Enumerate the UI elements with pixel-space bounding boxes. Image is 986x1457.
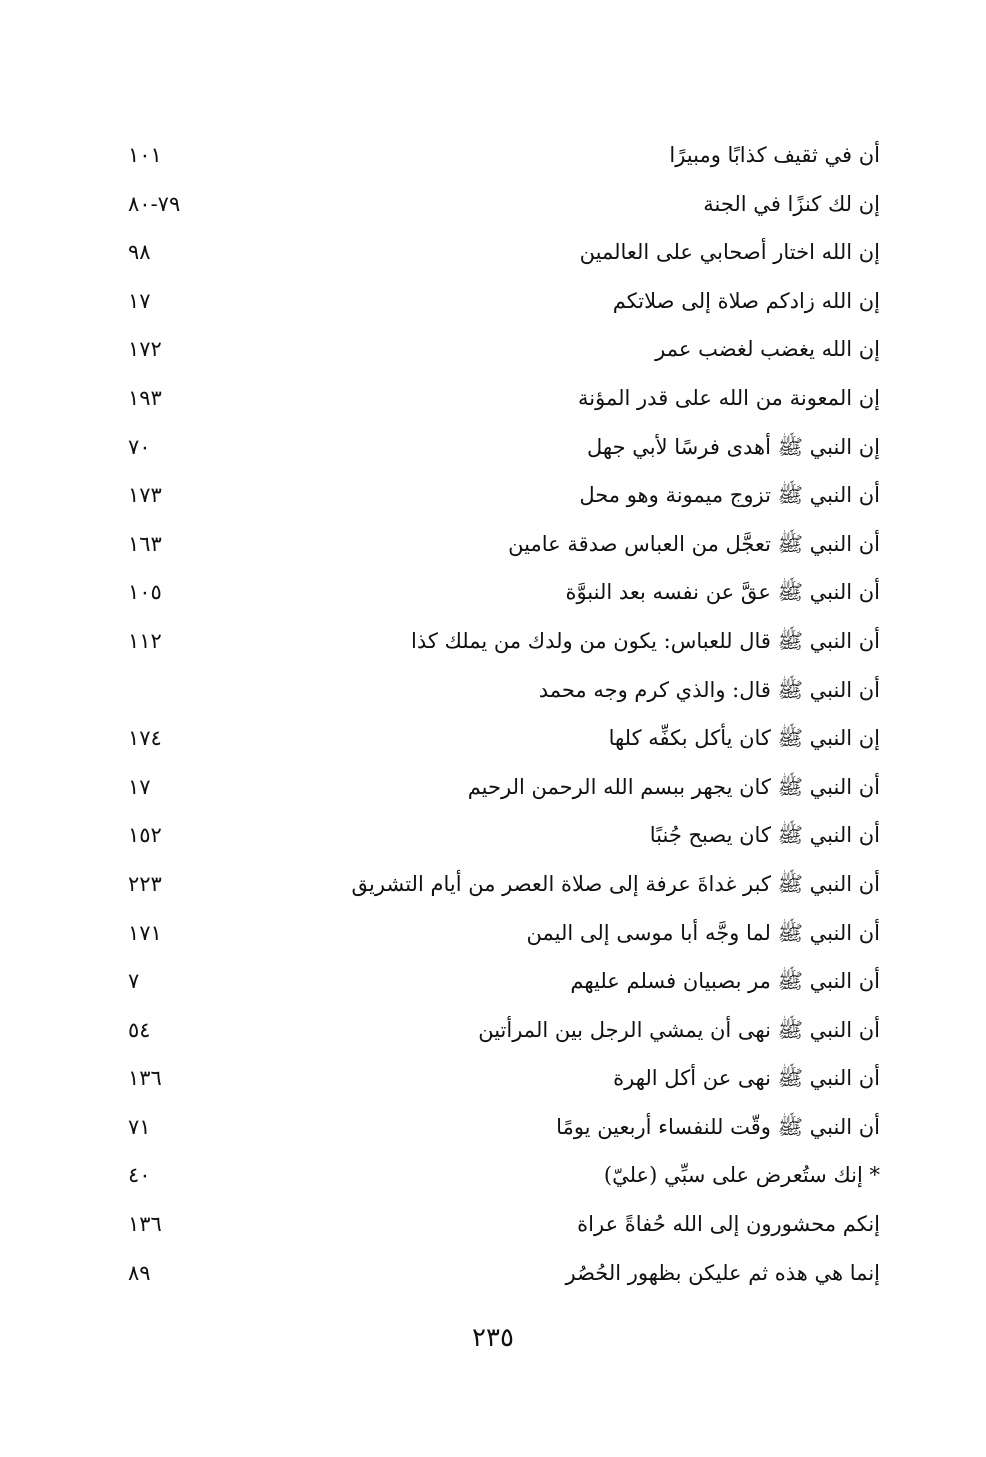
entry-text: أن النبي ﷺ كبر غداةَ عرفة إلى صلاة العصر من أيام التشريق <box>351 871 880 896</box>
index-entry <box>120 228 880 277</box>
entry-page-ref: ٢٢٣ <box>128 871 162 896</box>
entry-text: أن النبي ﷺ لما وجَّه أبا موسى إلى اليمن <box>526 920 880 945</box>
index-entry <box>120 568 880 617</box>
index-entry <box>120 520 880 569</box>
index-entry <box>120 277 880 326</box>
index-entry <box>120 1103 880 1152</box>
index-entry <box>120 763 880 812</box>
index-entry <box>120 1249 880 1298</box>
entry-text: أن النبي ﷺ نهى أن يمشي الرجل بين المرأتين <box>478 1017 880 1042</box>
index-entry <box>120 180 880 229</box>
entry-text: أن النبي ﷺ كان يجهر ببسم الله الرحمن الرحيم <box>467 774 880 799</box>
entry-page-ref: ٧١ <box>128 1114 151 1139</box>
entry-text: أن النبي ﷺ قال للعباس: يكون من ولدك من يملك كذا <box>411 628 880 653</box>
index-entry <box>120 617 880 666</box>
entry-page-ref: ٥٤ <box>128 1017 151 1042</box>
entry-text: إن الله اختار أصحابي على العالمين <box>579 240 880 265</box>
entry-text: أن النبي ﷺ كان يصبح جُنبًا <box>649 823 880 848</box>
entry-page-ref: ١٠١ <box>128 143 162 167</box>
entry-page-ref: ١٧ <box>128 774 151 799</box>
entry-page-ref: ١٥٢ <box>128 823 162 848</box>
entry-page-ref: ١١٢ <box>128 628 162 653</box>
index-entry <box>120 374 880 423</box>
entry-text: إن الله زادكم صلاة إلى صلاتكم <box>612 288 880 313</box>
entry-page-ref: ٩٨ <box>128 240 151 265</box>
entry-page-ref: ١٩٣ <box>128 385 162 410</box>
entry-text: أن النبي ﷺ نهى عن أكل الهرة <box>613 1066 880 1091</box>
index-entry <box>120 471 880 520</box>
entry-page-ref: ١٣٦ <box>128 1066 162 1091</box>
entry-text: أن النبي ﷺ مر بصبيان فسلم عليهم <box>570 969 880 994</box>
entry-text: أن النبي ﷺ قال: والذي كرم وجه محمد <box>538 677 880 702</box>
entry-text: أن في ثقيف كذابًا ومبيرًا <box>669 143 880 167</box>
index-entry <box>120 1200 880 1249</box>
index-entry <box>120 860 880 909</box>
index-entry <box>120 957 880 1006</box>
entry-page-ref: ٧٠ <box>128 434 151 459</box>
index-entry <box>120 666 880 715</box>
entry-page-ref: ٤٠ <box>128 1163 151 1188</box>
entry-page-ref: ٧٩-٨٠ <box>128 191 181 216</box>
entry-page-ref: ١٠٥ <box>128 580 162 605</box>
entry-page-ref: ١٧٣ <box>128 483 162 508</box>
entry-page-ref: ١٦٣ <box>128 531 162 556</box>
index-entry <box>120 325 880 374</box>
index-entry <box>120 811 880 860</box>
entry-page-ref: ١٧٢ <box>128 337 162 362</box>
entry-text: إن لك كنزًا في الجنة <box>703 191 880 216</box>
entry-text: إنكم محشورون إلى الله حُفاةً عراة <box>577 1212 880 1237</box>
entry-text: إنما هي هذه ثم عليكن بظهور الحُصُر <box>565 1260 880 1285</box>
entry-page-ref: ١٧١ <box>128 920 162 945</box>
entry-text: أن النبي ﷺ عقَّ عن نفسه بعد النبوَّة <box>565 580 880 605</box>
entry-page-ref: ١٧ <box>128 288 151 313</box>
index-entry <box>120 1054 880 1103</box>
entry-text: أن النبي ﷺ تعجَّل من العباس صدقة عامين <box>508 531 880 556</box>
index-entry <box>120 909 880 958</box>
index-entry <box>120 423 880 472</box>
entry-text: إن المعونة من الله على قدر المؤنة <box>578 385 880 410</box>
entry-text: إن النبي ﷺ كان يأكل بكفِّه كلها <box>608 726 880 751</box>
index-entry <box>120 714 880 763</box>
entry-text: إن الله يغضب لغضب عمر <box>655 337 880 362</box>
entry-page-ref: ٧ <box>128 969 140 994</box>
entry-page-ref: ١٧٤ <box>128 726 162 751</box>
entry-text: أن النبي ﷺ وقّت للنفساء أربعين يومًا <box>556 1114 880 1139</box>
page-number: ٢٣٥ <box>472 1323 514 1353</box>
entry-page-ref: ٨٩ <box>128 1260 151 1285</box>
hadith-index-list <box>120 131 880 1297</box>
index-entry <box>120 1151 880 1200</box>
index-entry <box>120 1006 880 1055</box>
entry-text: إن النبي ﷺ أهدى فرسًا لأبي جهل <box>587 434 880 459</box>
entry-text: أن النبي ﷺ تزوج ميمونة وهو محل <box>579 483 880 508</box>
entry-text: * إنك ستُعرض على سبِّي (عليّ) <box>603 1163 880 1188</box>
index-entry <box>120 131 880 180</box>
entry-page-ref: ١٣٦ <box>128 1212 162 1237</box>
